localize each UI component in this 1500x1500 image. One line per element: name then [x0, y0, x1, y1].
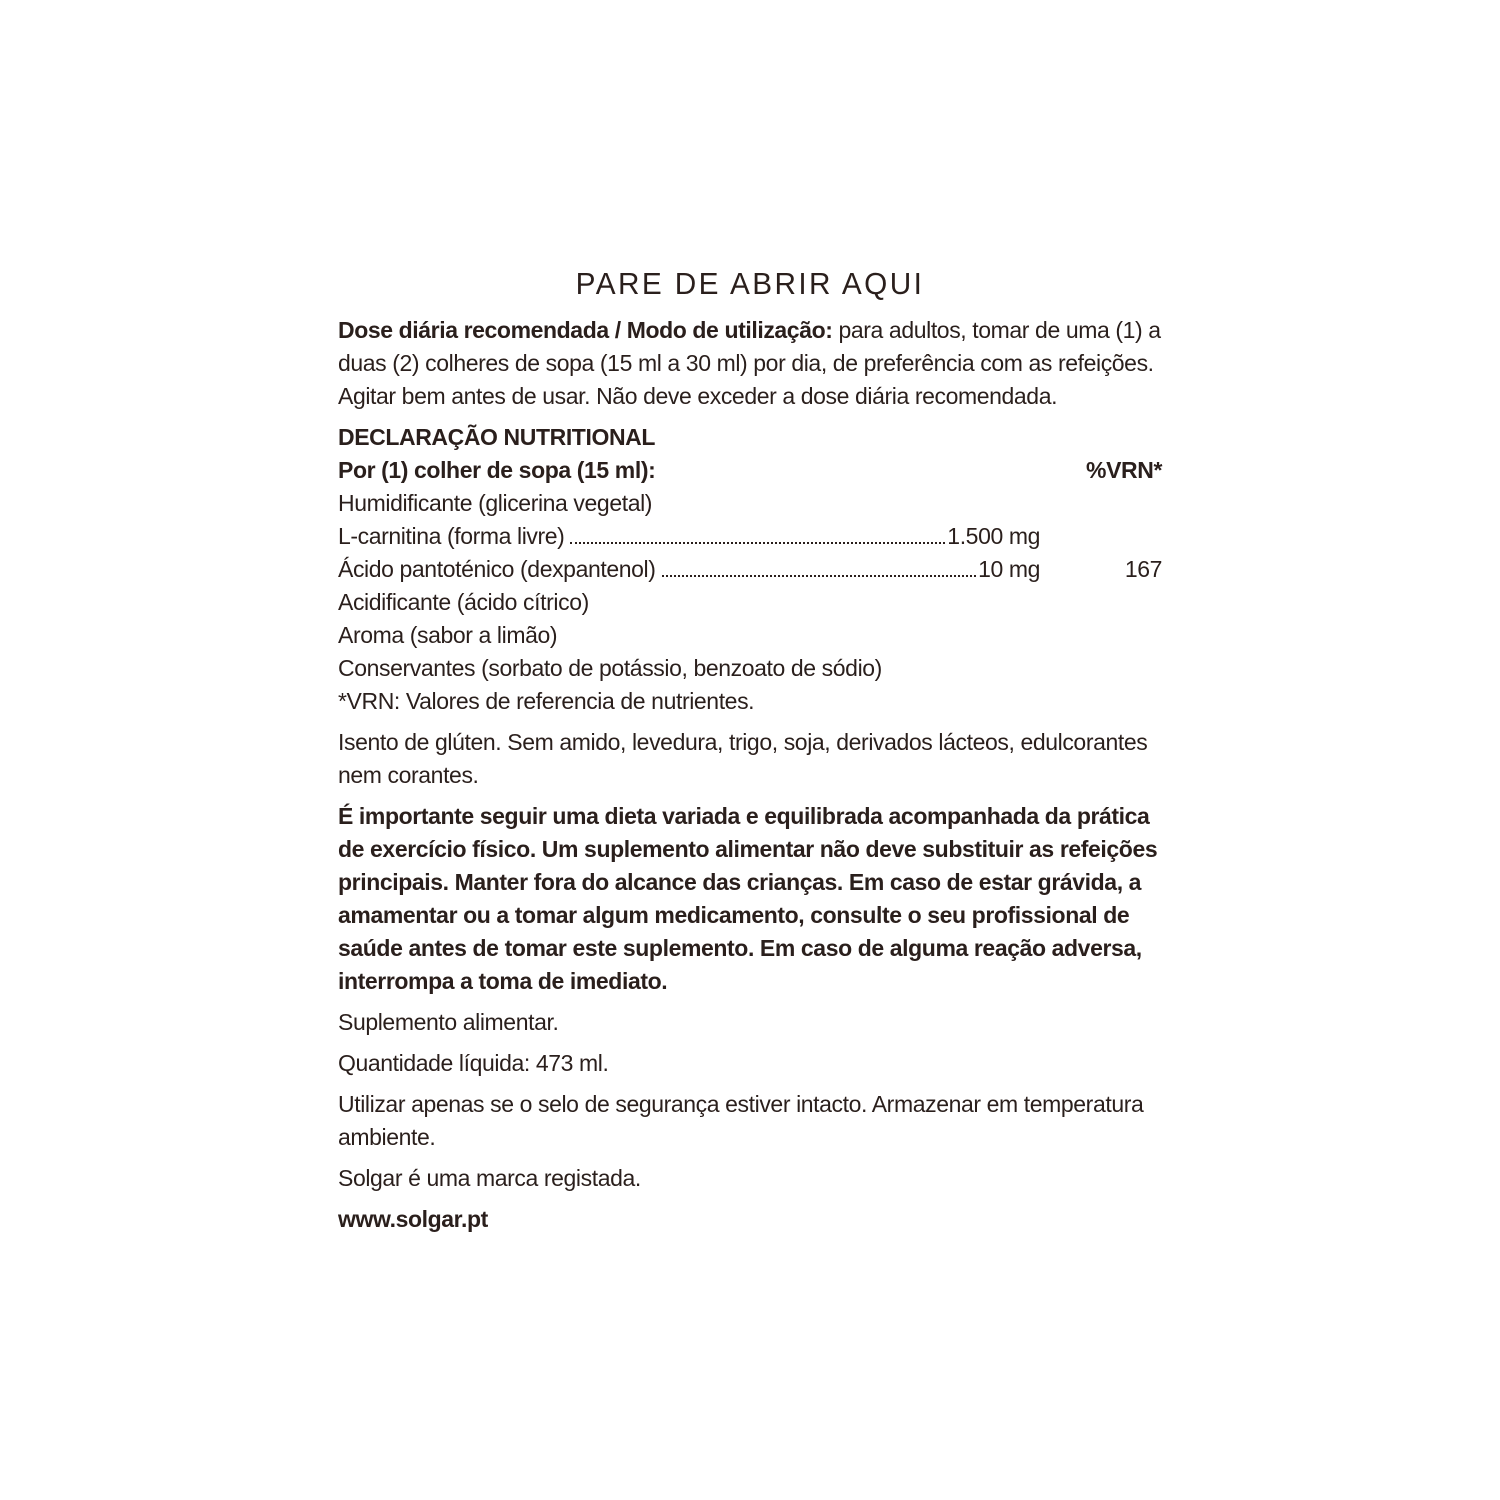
dosage-text: para adultos, tomar de uma (1) a duas (2) colheres de sopa (15 ml a 30 ml) por dia, de preferência com as refeições. Agitar bem antes de usar. Não deve exceder a dose diária recomendada.: [338, 317, 1161, 409]
ingredient-name: Humidificante (glicerina vegetal): [338, 490, 653, 516]
ingredient-name: Conservantes (sorbato de potássio, benzoato de sódio): [338, 655, 882, 681]
free-from-statement: Isento de glúten. Sem amido, levedura, trigo, soja, derivados lácteos, edulcorantes nem corantes.: [338, 729, 1148, 788]
ingredient-amount: 10 mg: [978, 556, 1040, 582]
serving-size: Por (1) colher de sopa (15 ml):: [338, 457, 656, 483]
nutrition-row: [338, 586, 1162, 619]
vrn-footnote: *VRN: Valores de referencia de nutrientes.: [338, 688, 755, 714]
vrn-header: %VRN*: [1086, 457, 1162, 483]
dosage-paragraph: [338, 314, 1162, 413]
ingredient-name: Ácido pantoténico (dexpantenol): [338, 556, 656, 582]
ingredient-name: Aroma (sabor a limão): [338, 622, 558, 648]
ingredient-name: L-carnitina (forma livre): [338, 523, 565, 549]
net-quantity: Quantidade líquida: 473 ml.: [338, 1050, 609, 1076]
label-body: [338, 314, 1162, 1236]
nutrition-header-row: [338, 454, 1162, 487]
ingredient-amount: 1.500 mg: [947, 523, 1040, 549]
nutrition-row: [338, 619, 1162, 652]
stop-opening-heading: PARE DE ABRIR AQUI: [575, 266, 925, 301]
ingredient-vrn: 167: [1124, 556, 1162, 582]
website-link[interactable]: www.solgar.pt: [338, 1206, 488, 1232]
ingredient-name: Acidificante (ácido cítrico): [338, 589, 589, 615]
nutrition-title: DECLARAÇÃO NUTRITIONAL: [338, 424, 656, 450]
nutrition-row: [338, 487, 1162, 520]
warning-statement: É importante seguir uma dieta variada e equilibrada acompanhada da prática de exercício físico. Um suplemento alimentar não deve substituir as refeições principais. Manter fora do alcance das crianças. Em caso de estar grávida, a amamentar ou a tomar algum medicamento, consulte o seu profissional de saúde antes de tomar este suplemento. Em caso de alguma reação adversa, interrompa a toma de imediato.: [338, 803, 1158, 994]
storage-instructions: Utilizar apenas se o selo de segurança estiver intacto. Armazenar em temperatura ambiente.: [338, 1091, 1144, 1150]
product-type: Suplemento alimentar.: [338, 1009, 559, 1035]
nutrition-row: [338, 553, 1162, 586]
dosage-label: Dose diária recomendada / Modo de utilização:: [338, 317, 833, 343]
dot-leader: [570, 542, 945, 544]
nutrition-declaration: [338, 421, 1162, 718]
product-label: [338, 262, 1162, 1236]
dot-leader: [662, 575, 977, 577]
trademark-notice: Solgar é uma marca registada.: [338, 1165, 641, 1191]
nutrition-row: [338, 652, 1162, 685]
nutrition-row: [338, 520, 1162, 553]
